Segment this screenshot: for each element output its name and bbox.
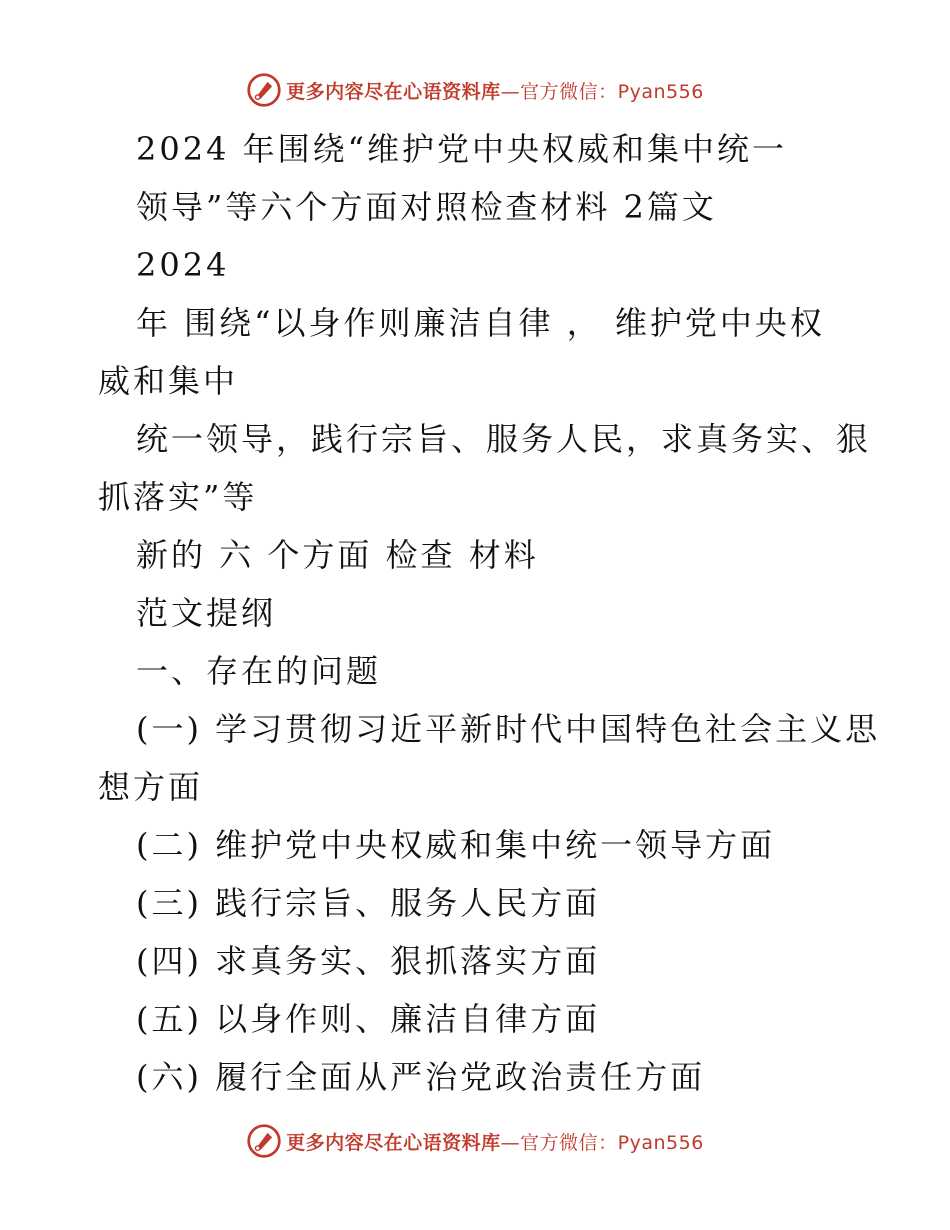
header-watermark-banner: [0, 70, 950, 110]
document-body: [98, 120, 881, 1106]
subtitle-line-5: 新的 六 个方面 检查 材料: [136, 536, 539, 574]
outline-item-6: (六) 履行全面从严治党政治责任方面: [136, 1058, 706, 1096]
pen-nib-logo-icon: [246, 1123, 282, 1159]
banner-wechat-text: —官方微信：Pyan556: [500, 80, 704, 103]
subtitle-line-2: 威和集中: [98, 362, 239, 400]
subtitle-line-4: 抓落实”等: [98, 478, 258, 516]
banner-wechat-text: —官方微信：Pyan556: [500, 1131, 704, 1154]
outline-item-2: (二) 维护党中央权威和集中统一领导方面: [136, 826, 776, 864]
year-line: 2024: [136, 246, 230, 284]
outline-item-3: (三) 践行宗旨、服务人民方面: [136, 884, 601, 922]
title-line-2: 领导”等六个方面对照检查材料 2篇文: [136, 188, 717, 226]
subtitle-line-3: 统一领导，践行宗旨、服务人民，求真务实、狠: [136, 420, 872, 458]
outline-heading: 范文提纲: [136, 594, 277, 632]
outline-item-1: (一) 学习贯彻习近平新时代中国特色社会主义思: [136, 710, 881, 748]
section-heading-1: 一、存在的问题: [136, 652, 382, 690]
footer-watermark-banner: [0, 1121, 950, 1161]
outline-item-5: (五) 以身作则、廉洁自律方面: [136, 1000, 601, 1038]
outline-item-1-cont: 想方面: [98, 768, 204, 806]
outline-item-4: (四) 求真务实、狠抓落实方面: [136, 942, 601, 980]
title-line-1: 2024 年围绕“维护党中央权威和集中统一: [136, 130, 787, 168]
banner-brand-text: 更多内容尽在心语资料库: [286, 1131, 501, 1154]
subtitle-line-1: 年 围绕“以身作则廉洁自律 ， 维护党中央权: [136, 304, 825, 342]
pen-nib-logo-icon: [246, 72, 282, 108]
banner-brand-text: 更多内容尽在心语资料库: [286, 80, 501, 103]
